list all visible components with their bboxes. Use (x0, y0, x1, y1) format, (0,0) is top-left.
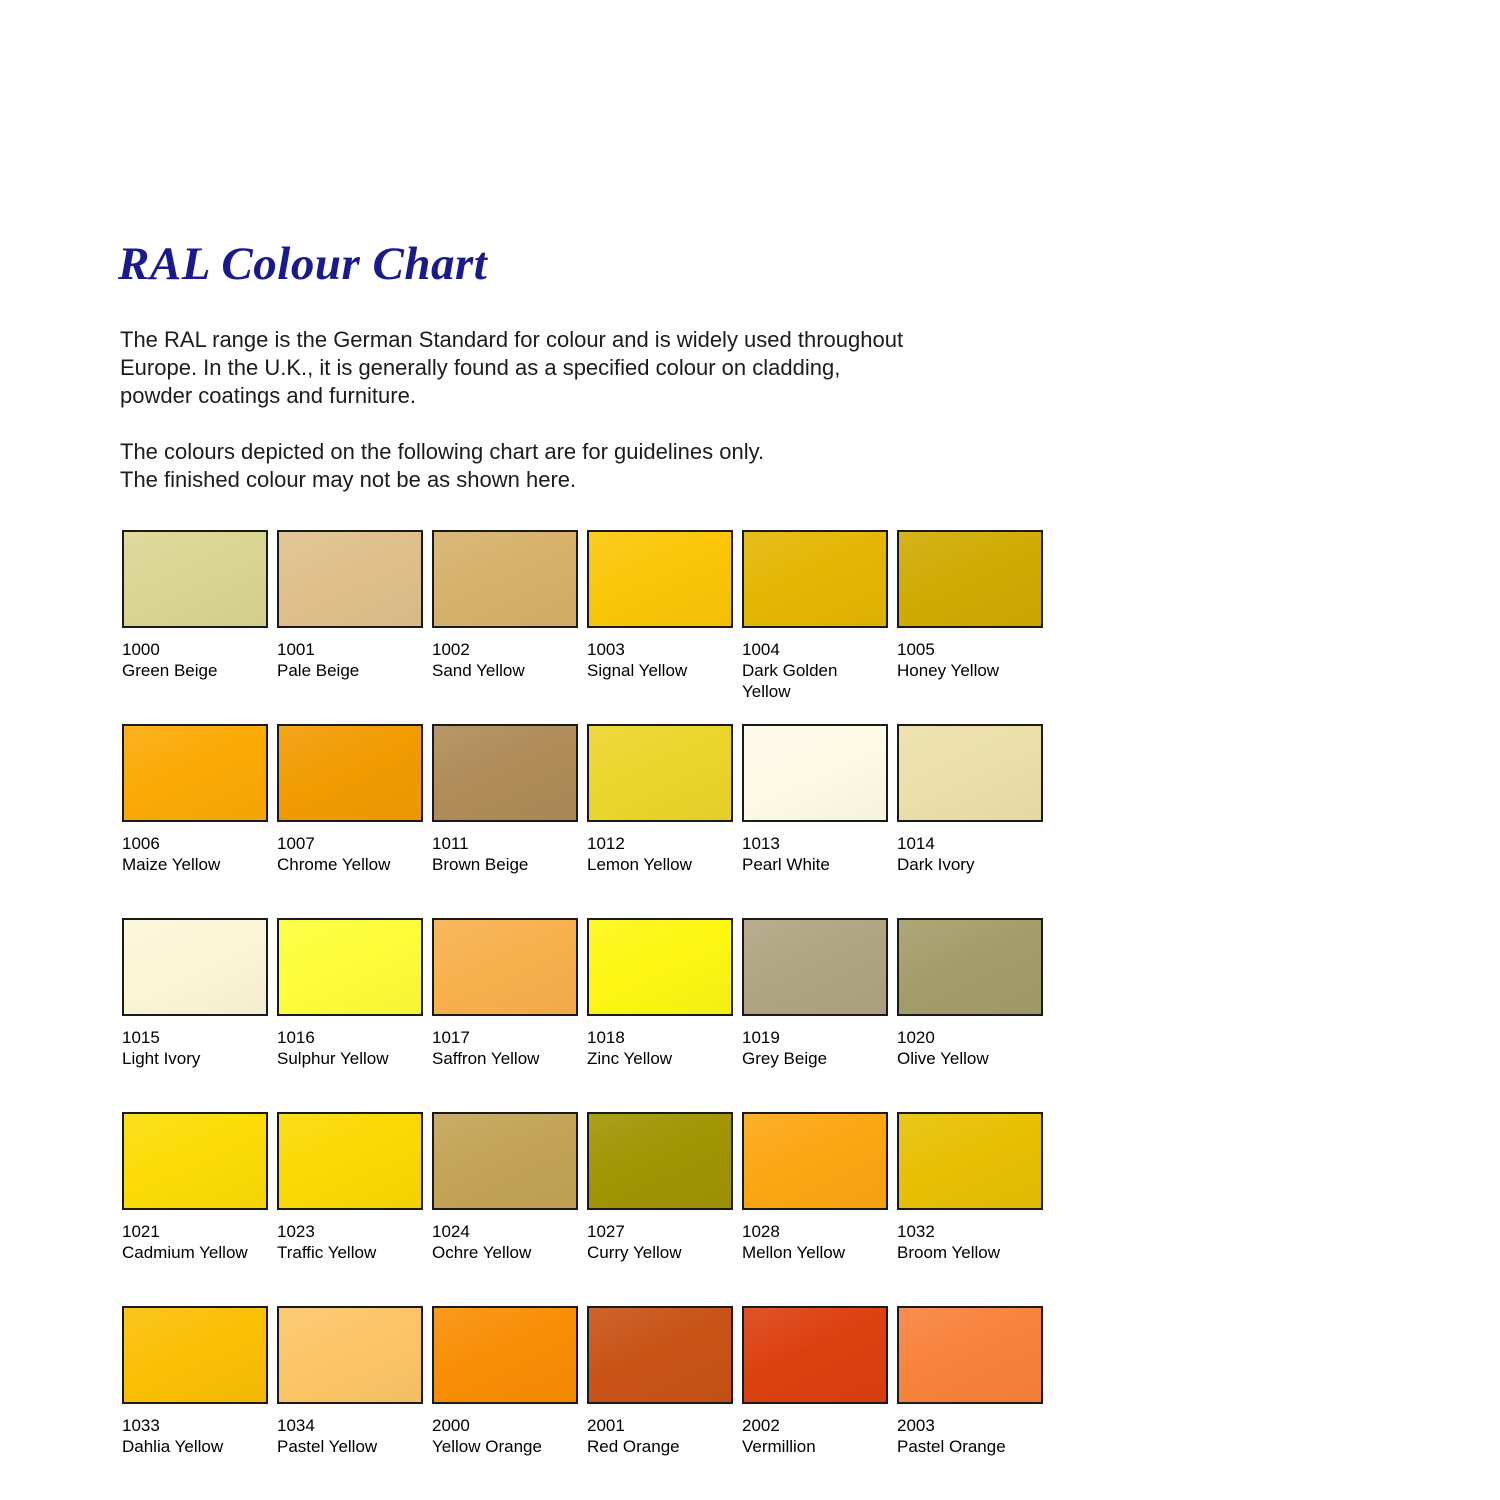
swatch-cell (897, 530, 1043, 715)
swatch-cell (587, 1112, 733, 1297)
swatch-cell (122, 1112, 268, 1297)
color-swatch (277, 1112, 423, 1210)
swatch-code: 1020 (897, 1028, 935, 1047)
swatch-code: 1005 (897, 640, 935, 659)
swatch-code: 1006 (122, 834, 160, 853)
swatch-name: Maize Yellow (122, 855, 221, 874)
swatch-labels (742, 833, 888, 875)
swatch-cell (122, 724, 268, 909)
swatch-code: 1034 (277, 1416, 315, 1435)
swatch-cell (897, 1306, 1043, 1491)
swatch-code: 1001 (277, 640, 315, 659)
swatch-cell (742, 1306, 888, 1491)
color-swatch (432, 530, 578, 628)
swatch-labels (587, 1027, 733, 1069)
color-swatch (432, 1112, 578, 1210)
swatch-cell (587, 530, 733, 715)
swatch-name: Pearl White (742, 855, 830, 874)
color-swatch (587, 1112, 733, 1210)
color-swatch (897, 1112, 1043, 1210)
swatch-labels (277, 833, 423, 875)
swatch-name: Ochre Yellow (432, 1243, 532, 1262)
swatch-name: Sand Yellow (432, 661, 525, 680)
swatch-labels (122, 639, 268, 681)
intro-line: The RAL range is the German Standard for colour and is widely used throughout (120, 327, 904, 352)
swatch-name: Zinc Yellow (587, 1049, 673, 1068)
color-swatch (122, 918, 268, 1016)
color-swatch (897, 1306, 1043, 1404)
swatch-name: Yellow Orange (432, 1437, 542, 1456)
swatch-code: 1032 (897, 1222, 935, 1241)
swatch-name: Dark Golden Yellow (742, 661, 838, 701)
swatch-labels (897, 1415, 1043, 1457)
page-title: RAL Colour Chart (118, 238, 488, 290)
swatch-code: 1019 (742, 1028, 780, 1047)
swatch-labels (742, 639, 888, 702)
swatch-labels (432, 1221, 578, 1263)
swatch-name: Sulphur Yellow (277, 1049, 389, 1068)
color-swatch (432, 1306, 578, 1404)
swatch-code: 2000 (432, 1416, 470, 1435)
intro-line: powder coatings and furniture. (120, 383, 416, 408)
swatch-labels (277, 1221, 423, 1263)
swatch-name: Pale Beige (277, 661, 360, 680)
color-swatch (587, 1306, 733, 1404)
swatch-code: 2002 (742, 1416, 780, 1435)
swatch-cell (122, 1306, 268, 1491)
swatch-labels (122, 1027, 268, 1069)
swatch-name: Lemon Yellow (587, 855, 692, 874)
swatch-labels (587, 639, 733, 681)
swatch-cell (742, 530, 888, 715)
swatch-labels (587, 833, 733, 875)
swatch-labels (432, 639, 578, 681)
swatch-name: Curry Yellow (587, 1243, 682, 1262)
swatch-code: 2001 (587, 1416, 625, 1435)
swatch-labels (277, 1415, 423, 1457)
color-swatch (277, 1306, 423, 1404)
swatch-labels (432, 1027, 578, 1069)
swatch-labels (897, 639, 1043, 681)
swatch-name: Green Beige (122, 661, 218, 680)
color-swatch (897, 724, 1043, 822)
swatch-name: Pastel Orange (897, 1437, 1006, 1456)
swatch-cell (742, 724, 888, 909)
swatch-code: 1028 (742, 1222, 780, 1241)
swatch-cell (432, 530, 578, 715)
swatch-name: Olive Yellow (897, 1049, 989, 1068)
intro-line: Europe. In the U.K., it is generally found as a specified colour on cladding, (120, 355, 841, 380)
swatch-name: Light Ivory (122, 1049, 201, 1068)
swatch-code: 1033 (122, 1416, 160, 1435)
color-swatch (742, 1306, 888, 1404)
disclaimer-line: The colours depicted on the following chart are for guidelines only. (120, 439, 765, 464)
swatch-labels (122, 833, 268, 875)
swatch-cell (897, 1112, 1043, 1297)
swatch-cell (277, 1306, 423, 1491)
disclaimer-paragraph (120, 438, 764, 494)
swatch-labels (742, 1221, 888, 1263)
swatch-name: Dark Ivory (897, 855, 975, 874)
swatch-labels (122, 1221, 268, 1263)
swatch-code: 1024 (432, 1222, 470, 1241)
swatch-cell (432, 1306, 578, 1491)
swatch-code: 1002 (432, 640, 470, 659)
swatch-labels (742, 1415, 888, 1457)
color-swatch (277, 530, 423, 628)
swatch-cell (432, 1112, 578, 1297)
swatch-cell (277, 1112, 423, 1297)
swatch-labels (897, 1221, 1043, 1263)
swatch-cell (587, 1306, 733, 1491)
swatch-name: Signal Yellow (587, 661, 688, 680)
swatch-name: Honey Yellow (897, 661, 1000, 680)
color-swatch (587, 724, 733, 822)
swatch-labels (122, 1415, 268, 1457)
color-swatch (897, 530, 1043, 628)
swatch-name: Mellon Yellow (742, 1243, 846, 1262)
color-swatch (122, 1112, 268, 1210)
swatch-cell (432, 918, 578, 1103)
swatch-name: Cadmium Yellow (122, 1243, 248, 1262)
intro-paragraph (120, 326, 903, 410)
swatch-name: Chrome Yellow (277, 855, 391, 874)
swatch-labels (897, 1027, 1043, 1069)
color-swatch (587, 530, 733, 628)
swatch-code: 1027 (587, 1222, 625, 1241)
color-swatch (432, 724, 578, 822)
color-swatch (122, 1306, 268, 1404)
swatch-cell (432, 724, 578, 909)
color-swatch (742, 918, 888, 1016)
swatch-cell (897, 724, 1043, 909)
swatch-labels (742, 1027, 888, 1069)
swatch-code: 1014 (897, 834, 935, 853)
swatch-labels (432, 833, 578, 875)
swatch-cell (587, 724, 733, 909)
swatch-code: 1017 (432, 1028, 470, 1047)
color-swatch (122, 530, 268, 628)
swatch-code: 1012 (587, 834, 625, 853)
swatch-code: 1016 (277, 1028, 315, 1047)
swatch-cell (742, 1112, 888, 1297)
swatch-labels (277, 1027, 423, 1069)
swatch-code: 1011 (432, 834, 469, 853)
color-swatch (432, 918, 578, 1016)
swatch-code: 1023 (277, 1222, 315, 1241)
color-swatch (277, 724, 423, 822)
swatch-name: Brown Beige (432, 855, 529, 874)
swatch-code: 1015 (122, 1028, 160, 1047)
swatch-name: Traffic Yellow (277, 1243, 377, 1262)
swatch-code: 1018 (587, 1028, 625, 1047)
swatch-cell (742, 918, 888, 1103)
swatch-name: Broom Yellow (897, 1243, 1001, 1262)
swatch-labels (897, 833, 1043, 875)
color-swatch (742, 724, 888, 822)
swatch-code: 2003 (897, 1416, 935, 1435)
swatch-code: 1003 (587, 640, 625, 659)
swatch-code: 1021 (122, 1222, 160, 1241)
swatch-labels (587, 1415, 733, 1457)
swatch-labels (432, 1415, 578, 1457)
swatch-code: 1007 (277, 834, 315, 853)
swatch-cell (277, 530, 423, 715)
swatch-name: Pastel Yellow (277, 1437, 378, 1456)
color-swatch (742, 1112, 888, 1210)
color-swatch (742, 530, 888, 628)
swatch-grid (122, 530, 1043, 1491)
swatch-name: Dahlia Yellow (122, 1437, 224, 1456)
swatch-labels (587, 1221, 733, 1263)
swatch-name: Red Orange (587, 1437, 680, 1456)
color-swatch (587, 918, 733, 1016)
swatch-cell (277, 724, 423, 909)
swatch-name: Grey Beige (742, 1049, 828, 1068)
color-swatch (277, 918, 423, 1016)
swatch-labels (277, 639, 423, 681)
swatch-code: 1004 (742, 640, 780, 659)
swatch-cell (122, 530, 268, 715)
swatch-cell (122, 918, 268, 1103)
color-swatch (122, 724, 268, 822)
swatch-name: Saffron Yellow (432, 1049, 540, 1068)
color-swatch (897, 918, 1043, 1016)
swatch-cell (587, 918, 733, 1103)
swatch-cell (277, 918, 423, 1103)
swatch-cell (897, 918, 1043, 1103)
disclaimer-line: The finished colour may not be as shown here. (120, 467, 577, 492)
swatch-code: 1000 (122, 640, 160, 659)
swatch-code: 1013 (742, 834, 780, 853)
swatch-name: Vermillion (742, 1437, 816, 1456)
